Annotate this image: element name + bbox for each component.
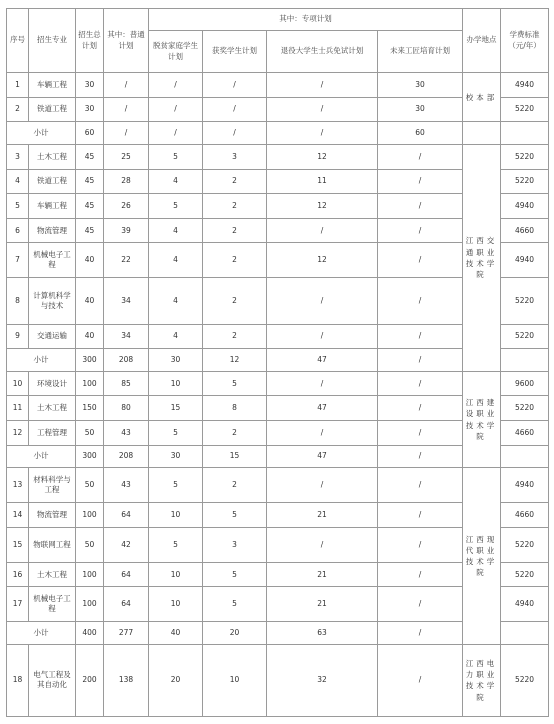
- cell-general: 64: [104, 503, 149, 528]
- cell-sp-craftsman: /: [378, 503, 463, 528]
- cell-sp-poverty: 10: [149, 503, 203, 528]
- location-cell: 江西交通职业技术学院: [463, 144, 501, 371]
- cell-seq: 6: [7, 218, 29, 243]
- cell-sp-craftsman: /: [378, 169, 463, 194]
- header-sp-poverty: 脱贫家庭学生计划: [149, 31, 203, 73]
- cell-sp-veteran: 32: [267, 644, 378, 716]
- cell-fee: 4660: [501, 421, 549, 446]
- cell-sp-award: 5: [203, 587, 267, 622]
- cell-total: 400: [76, 622, 104, 645]
- cell-subtotal-label: 小计: [7, 122, 76, 145]
- cell-subtotal-label: 小计: [7, 445, 76, 468]
- cell-major: 材料科学与工程: [29, 468, 76, 503]
- cell-sp-poverty: 4: [149, 278, 203, 324]
- cell-seq: 3: [7, 144, 29, 169]
- cell-sp-craftsman: 30: [378, 73, 463, 98]
- cell-total: 50: [76, 421, 104, 446]
- cell-sp-craftsman: /: [378, 324, 463, 349]
- cell-total: 100: [76, 371, 104, 396]
- cell-total: 60: [76, 122, 104, 145]
- cell-total: 100: [76, 503, 104, 528]
- cell-fee: [501, 122, 549, 145]
- cell-sp-craftsman: /: [378, 468, 463, 503]
- cell-general: 26: [104, 194, 149, 219]
- enrollment-plan-document: [6, 8, 548, 717]
- cell-general: 208: [104, 349, 149, 372]
- cell-fee: 5220: [501, 144, 549, 169]
- cell-sp-poverty: 30: [149, 349, 203, 372]
- cell-major: 铁道工程: [29, 97, 76, 122]
- cell-total: 50: [76, 527, 104, 562]
- cell-sp-craftsman: /: [378, 278, 463, 324]
- cell-sp-poverty: 30: [149, 445, 203, 468]
- cell-sp-award: 2: [203, 169, 267, 194]
- cell-total: 30: [76, 73, 104, 98]
- cell-fee: 5220: [501, 527, 549, 562]
- cell-sp-poverty: /: [149, 97, 203, 122]
- cell-sp-craftsman: /: [378, 562, 463, 587]
- table-row: [7, 73, 549, 98]
- cell-sp-poverty: 5: [149, 194, 203, 219]
- cell-sp-craftsman: 30: [378, 97, 463, 122]
- cell-location-blank: [463, 122, 501, 145]
- cell-total: 45: [76, 169, 104, 194]
- cell-sp-veteran: 47: [267, 349, 378, 372]
- cell-sp-veteran: 21: [267, 562, 378, 587]
- cell-sp-craftsman: /: [378, 421, 463, 446]
- header-sp-veteran: 退役大学生士兵免试计划: [267, 31, 378, 73]
- cell-sp-craftsman: /: [378, 144, 463, 169]
- header-fee: 学费标准（元/年）: [501, 9, 549, 73]
- cell-sp-veteran: 21: [267, 587, 378, 622]
- cell-sp-veteran: 12: [267, 194, 378, 219]
- cell-fee: 9600: [501, 371, 549, 396]
- cell-total: 45: [76, 194, 104, 219]
- cell-general: 39: [104, 218, 149, 243]
- cell-sp-craftsman: /: [378, 445, 463, 468]
- cell-sp-award: 20: [203, 622, 267, 645]
- cell-seq: 13: [7, 468, 29, 503]
- cell-total: 45: [76, 144, 104, 169]
- cell-sp-craftsman: /: [378, 527, 463, 562]
- location-cell: 江西建设职业技术学院: [463, 371, 501, 468]
- cell-major: 车辆工程: [29, 73, 76, 98]
- cell-sp-award: 15: [203, 445, 267, 468]
- cell-total: 300: [76, 349, 104, 372]
- cell-sp-poverty: 4: [149, 324, 203, 349]
- cell-sp-veteran: /: [267, 122, 378, 145]
- cell-total: 40: [76, 278, 104, 324]
- cell-sp-veteran: /: [267, 527, 378, 562]
- cell-fee: [501, 349, 549, 372]
- cell-sp-veteran: /: [267, 421, 378, 446]
- cell-fee: 5220: [501, 324, 549, 349]
- location-cell: 江西电力职业技术学院: [463, 644, 501, 716]
- cell-fee: 5220: [501, 644, 549, 716]
- cell-sp-veteran: /: [267, 73, 378, 98]
- table-row: [7, 644, 549, 716]
- cell-sp-poverty: 10: [149, 371, 203, 396]
- cell-sp-veteran: /: [267, 468, 378, 503]
- cell-sp-award: 2: [203, 421, 267, 446]
- cell-seq: 18: [7, 644, 29, 716]
- cell-major: 机械电子工程: [29, 243, 76, 278]
- header-sp-craftsman: 未来工匠培育计划: [378, 31, 463, 73]
- header-seq: 序号: [7, 9, 29, 73]
- cell-seq: 11: [7, 396, 29, 421]
- header-sp-award: 获奖学生计划: [203, 31, 267, 73]
- cell-major: 工程管理: [29, 421, 76, 446]
- cell-major: 计算机科学与技术: [29, 278, 76, 324]
- cell-sp-veteran: /: [267, 278, 378, 324]
- cell-sp-craftsman: 60: [378, 122, 463, 145]
- cell-sp-award: /: [203, 97, 267, 122]
- cell-sp-veteran: 12: [267, 144, 378, 169]
- cell-sp-poverty: 10: [149, 587, 203, 622]
- cell-seq: 12: [7, 421, 29, 446]
- cell-seq: 9: [7, 324, 29, 349]
- cell-general: 80: [104, 396, 149, 421]
- cell-fee: 5220: [501, 97, 549, 122]
- location-cell: 江西现代职业技术学院: [463, 468, 501, 645]
- cell-seq: 14: [7, 503, 29, 528]
- cell-sp-craftsman: /: [378, 371, 463, 396]
- cell-sp-veteran: /: [267, 97, 378, 122]
- cell-seq: 7: [7, 243, 29, 278]
- cell-fee: 5220: [501, 278, 549, 324]
- cell-fee: 4940: [501, 468, 549, 503]
- cell-sp-veteran: 11: [267, 169, 378, 194]
- cell-fee: 4660: [501, 218, 549, 243]
- cell-sp-poverty: 4: [149, 243, 203, 278]
- cell-sp-poverty: 4: [149, 218, 203, 243]
- cell-sp-veteran: /: [267, 218, 378, 243]
- cell-major: 土木工程: [29, 562, 76, 587]
- cell-sp-award: 2: [203, 243, 267, 278]
- cell-seq: 16: [7, 562, 29, 587]
- cell-major: 土木工程: [29, 144, 76, 169]
- cell-sp-award: 3: [203, 527, 267, 562]
- header-location: 办学地点: [463, 9, 501, 73]
- cell-sp-poverty: 10: [149, 562, 203, 587]
- cell-sp-craftsman: /: [378, 644, 463, 716]
- cell-seq: 1: [7, 73, 29, 98]
- cell-sp-award: /: [203, 73, 267, 98]
- cell-subtotal-label: 小计: [7, 622, 76, 645]
- cell-seq: 15: [7, 527, 29, 562]
- cell-sp-award: 10: [203, 644, 267, 716]
- cell-major: 物联网工程: [29, 527, 76, 562]
- cell-fee: 5220: [501, 169, 549, 194]
- cell-fee: 4940: [501, 243, 549, 278]
- cell-sp-poverty: /: [149, 122, 203, 145]
- cell-general: /: [104, 73, 149, 98]
- cell-major: 物流管理: [29, 218, 76, 243]
- table-row: [7, 371, 549, 396]
- cell-major: 物流管理: [29, 503, 76, 528]
- header-total: 招生总计划: [76, 9, 104, 73]
- cell-general: /: [104, 122, 149, 145]
- cell-fee: 4940: [501, 194, 549, 219]
- cell-sp-award: 5: [203, 371, 267, 396]
- header-major: 招生专业: [29, 9, 76, 73]
- cell-sp-award: 5: [203, 562, 267, 587]
- cell-total: 45: [76, 218, 104, 243]
- cell-subtotal-label: 小计: [7, 349, 76, 372]
- cell-fee: [501, 445, 549, 468]
- cell-sp-award: 2: [203, 194, 267, 219]
- cell-sp-award: 5: [203, 503, 267, 528]
- cell-sp-poverty: 40: [149, 622, 203, 645]
- header-special-group: 其中：专项计划: [149, 9, 463, 31]
- cell-total: 50: [76, 468, 104, 503]
- cell-general: 85: [104, 371, 149, 396]
- cell-sp-award: /: [203, 122, 267, 145]
- location-cell: 校本部: [463, 73, 501, 122]
- cell-seq: 4: [7, 169, 29, 194]
- cell-sp-poverty: 4: [149, 169, 203, 194]
- cell-sp-veteran: 47: [267, 445, 378, 468]
- cell-major: 交通运输: [29, 324, 76, 349]
- subtotal-row: [7, 122, 549, 145]
- cell-general: 64: [104, 587, 149, 622]
- cell-sp-craftsman: /: [378, 349, 463, 372]
- cell-major: 机械电子工程: [29, 587, 76, 622]
- cell-sp-craftsman: /: [378, 218, 463, 243]
- cell-total: 200: [76, 644, 104, 716]
- cell-sp-veteran: 21: [267, 503, 378, 528]
- cell-seq: 10: [7, 371, 29, 396]
- cell-sp-craftsman: /: [378, 243, 463, 278]
- cell-sp-award: 2: [203, 218, 267, 243]
- cell-major: 电气工程及其自动化: [29, 644, 76, 716]
- cell-sp-veteran: 12: [267, 243, 378, 278]
- cell-general: 138: [104, 644, 149, 716]
- cell-general: 42: [104, 527, 149, 562]
- cell-fee: 4940: [501, 587, 549, 622]
- cell-sp-veteran: /: [267, 324, 378, 349]
- cell-fee: 4940: [501, 73, 549, 98]
- cell-total: 40: [76, 324, 104, 349]
- cell-sp-craftsman: /: [378, 396, 463, 421]
- cell-seq: 17: [7, 587, 29, 622]
- cell-fee: [501, 622, 549, 645]
- cell-general: 277: [104, 622, 149, 645]
- table-row: [7, 144, 549, 169]
- cell-sp-award: 2: [203, 278, 267, 324]
- cell-sp-award: 2: [203, 324, 267, 349]
- cell-fee: 5220: [501, 396, 549, 421]
- cell-sp-poverty: 5: [149, 468, 203, 503]
- cell-general: 25: [104, 144, 149, 169]
- cell-sp-poverty: /: [149, 73, 203, 98]
- enrollment-plan-table: [6, 8, 549, 717]
- cell-sp-poverty: 5: [149, 144, 203, 169]
- cell-general: 34: [104, 278, 149, 324]
- cell-total: 100: [76, 562, 104, 587]
- cell-seq: 8: [7, 278, 29, 324]
- cell-seq: 2: [7, 97, 29, 122]
- cell-general: 28: [104, 169, 149, 194]
- cell-major: 环境设计: [29, 371, 76, 396]
- cell-general: /: [104, 97, 149, 122]
- cell-sp-award: 3: [203, 144, 267, 169]
- cell-total: 300: [76, 445, 104, 468]
- cell-sp-veteran: 63: [267, 622, 378, 645]
- cell-general: 64: [104, 562, 149, 587]
- table-row: [7, 468, 549, 503]
- cell-sp-veteran: /: [267, 371, 378, 396]
- cell-sp-award: 8: [203, 396, 267, 421]
- cell-general: 34: [104, 324, 149, 349]
- cell-sp-award: 12: [203, 349, 267, 372]
- header-general: 其中：普通计划: [104, 9, 149, 73]
- cell-sp-poverty: 5: [149, 421, 203, 446]
- cell-general: 208: [104, 445, 149, 468]
- cell-major: 土木工程: [29, 396, 76, 421]
- cell-general: 22: [104, 243, 149, 278]
- cell-fee: 4660: [501, 503, 549, 528]
- cell-total: 150: [76, 396, 104, 421]
- cell-sp-poverty: 5: [149, 527, 203, 562]
- cell-sp-award: 2: [203, 468, 267, 503]
- cell-sp-craftsman: /: [378, 622, 463, 645]
- cell-fee: 5220: [501, 562, 549, 587]
- cell-total: 40: [76, 243, 104, 278]
- cell-sp-poverty: 20: [149, 644, 203, 716]
- cell-general: 43: [104, 468, 149, 503]
- cell-major: 车辆工程: [29, 194, 76, 219]
- cell-total: 30: [76, 97, 104, 122]
- cell-sp-craftsman: /: [378, 194, 463, 219]
- cell-major: 铁道工程: [29, 169, 76, 194]
- cell-seq: 5: [7, 194, 29, 219]
- cell-sp-veteran: 47: [267, 396, 378, 421]
- cell-general: 43: [104, 421, 149, 446]
- cell-sp-craftsman: /: [378, 587, 463, 622]
- cell-sp-poverty: 15: [149, 396, 203, 421]
- cell-total: 100: [76, 587, 104, 622]
